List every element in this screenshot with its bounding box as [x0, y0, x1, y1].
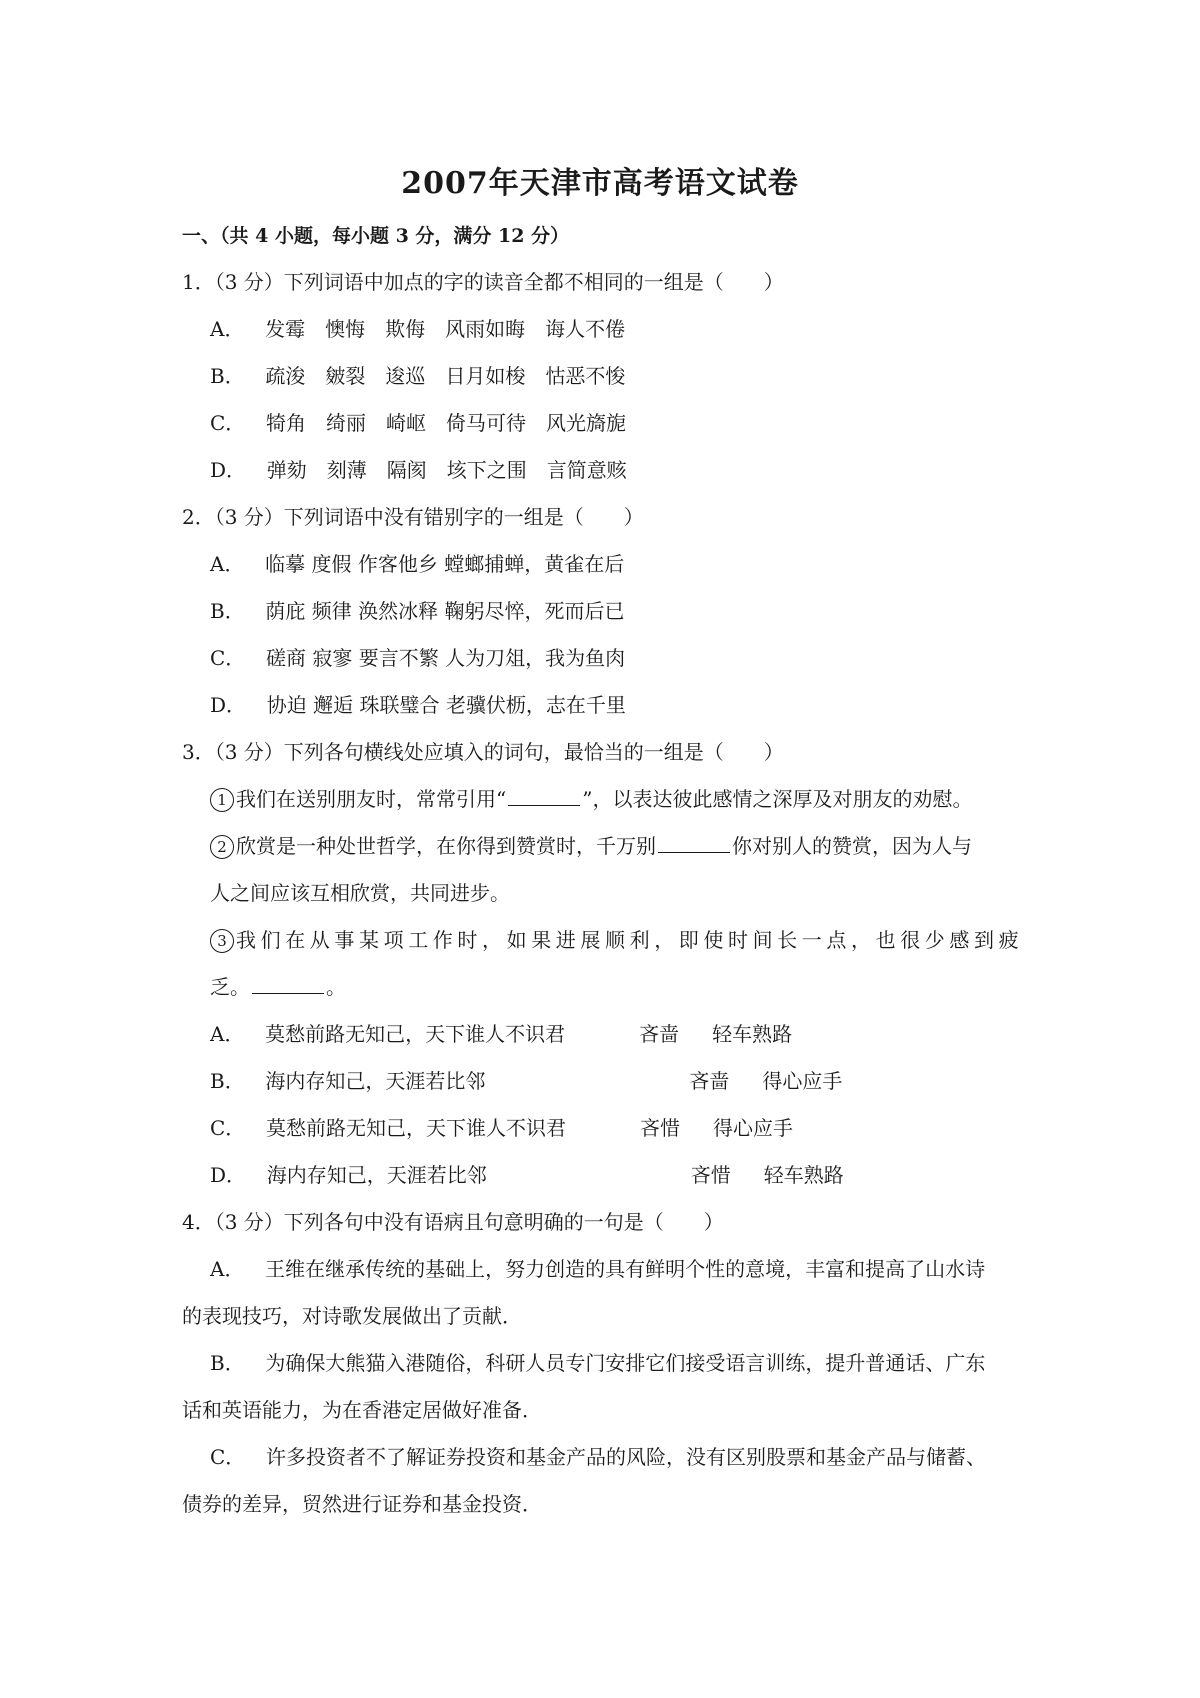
- sentence-text-after: 你对别人的赞赏，因为人与: [732, 834, 972, 858]
- question-2-option-b: [210, 597, 625, 625]
- option-text-line-1: 王维在继承传统的基础上，努力创造的具有鲜明个性的意境，丰富和提高了山水诗: [265, 1257, 986, 1281]
- section-heading: 一、（共 4 小题，每小题 3 分，满分 12 分）: [182, 225, 570, 247]
- question-3-sentence-2: [210, 832, 972, 860]
- question-4-option-c: [210, 1443, 986, 1471]
- option-col-2: 吝啬: [689, 1069, 730, 1093]
- option-text-line-1: 许多投资者不了解证券投资和基金产品的风险，没有区别股票和基金产品与储蓄、: [266, 1445, 987, 1469]
- option-col-1: 海内存知己，天涯若比邻: [266, 1163, 487, 1187]
- option-col-3: 得心应手: [713, 1116, 794, 1140]
- question-1-option-b: [210, 362, 625, 390]
- question-3-sentence-2-cont: 人之间应该互相欣赏，共同进步。: [210, 881, 510, 905]
- option-label: C．: [210, 411, 246, 435]
- option-label: C．: [210, 1445, 246, 1469]
- option-text: 发霉 懊悔 欺侮 风雨如晦 诲人不倦: [265, 317, 626, 341]
- question-2-option-a: [210, 550, 624, 578]
- option-col-2: 吝惜: [640, 1116, 681, 1140]
- question-3-option-d: [210, 1161, 844, 1189]
- option-text: 犄角 绮丽 崎岖 倚马可待 风光旖旎: [266, 411, 627, 435]
- question-1-option-a: [210, 315, 625, 343]
- question-4-option-a: [210, 1255, 985, 1283]
- option-label: C．: [210, 1116, 246, 1140]
- sentence-text-before: 欣赏是一种处世哲学，在你得到赞赏时，千万别: [236, 834, 656, 858]
- question-3-option-a: [210, 1020, 792, 1048]
- option-label: B．: [210, 1069, 245, 1093]
- option-label: B．: [210, 1351, 245, 1375]
- option-col-1: 莫愁前路无知己，天下谁人不识君: [266, 1116, 567, 1140]
- option-col-2: 吝惜: [690, 1163, 731, 1187]
- question-1-option-d: [210, 456, 627, 484]
- option-col-3: 轻车熟路: [763, 1163, 844, 1187]
- option-text: 荫庇 频律 涣然冰释 鞠躬尽悴，死而后已: [265, 599, 625, 623]
- question-3-sentence-1: [210, 785, 972, 813]
- sentence-text-before: 我们在从事某项工作时，如果进展顺利，即使时间长一点，也很少感到疲: [236, 928, 1024, 952]
- option-col-2: 吝啬: [639, 1022, 680, 1046]
- option-text: 磋商 寂寥 要言不繁 人为刀俎，我为鱼肉: [266, 646, 626, 670]
- option-col-3: 得心应手: [762, 1069, 843, 1093]
- page-title: 2007年天津市高考语文试卷: [401, 166, 799, 201]
- question-3-option-c: [210, 1114, 793, 1142]
- sentence-text-before: 我们在送别朋友时，常常引用“: [236, 787, 507, 811]
- option-text-line-1: 为确保大熊猫入港随俗，科研人员专门安排它们接受语言训练，提升普通话、广东: [265, 1351, 986, 1375]
- question-2-option-d: [210, 691, 626, 719]
- question-4-option-c-cont: 债券的差异，贸然进行证券和基金投资．: [182, 1492, 542, 1516]
- question-3-option-b: [210, 1067, 842, 1095]
- question-3-stem: 3．（3 分）下列各句横线处应填入的词句，最恰当的一组是（ ）: [182, 740, 784, 764]
- option-label: A．: [210, 317, 245, 341]
- question-2-option-c: [210, 644, 625, 672]
- option-label: D．: [210, 1163, 247, 1187]
- option-label: A．: [210, 1022, 245, 1046]
- option-label: B．: [210, 599, 245, 623]
- fill-blank: [508, 785, 580, 806]
- option-label: C．: [210, 646, 246, 670]
- option-label: B．: [210, 364, 245, 388]
- question-1-option-c: [210, 409, 626, 437]
- question-2-stem: 2．（3 分）下列词语中没有错别字的一组是（ ）: [182, 505, 644, 529]
- fill-blank: [252, 973, 324, 994]
- question-3-sentence-3-cont: [210, 973, 346, 1001]
- option-label: A．: [210, 552, 245, 576]
- question-4-option-a-cont: 的表现技巧，对诗歌发展做出了贡献．: [182, 1304, 522, 1328]
- question-4-stem: 4．（3 分）下列各句中没有语病且句意明确的一句是（ ）: [182, 1210, 724, 1234]
- option-label: A．: [210, 1257, 245, 1281]
- question-3-sentence-3: [210, 926, 1023, 954]
- circled-number-2: 2: [210, 835, 234, 859]
- sentence-text-cont: 乏。: [210, 975, 250, 999]
- option-col-1: 莫愁前路无知己，天下谁人不识君: [265, 1022, 566, 1046]
- circled-number-3: 3: [210, 929, 234, 953]
- option-col-1: 海内存知己，天涯若比邻: [265, 1069, 486, 1093]
- option-text: 疏浚 皴裂 逡巡 日月如梭 怙恶不悛: [265, 364, 626, 388]
- option-text: 弹劾 刻薄 隔阂 垓下之围 言简意赅: [266, 458, 627, 482]
- option-text: 协迫 邂逅 珠联璧合 老骥伏枥，志在千里: [266, 693, 626, 717]
- option-col-3: 轻车熟路: [712, 1022, 793, 1046]
- circled-number-1: 1: [210, 788, 234, 812]
- question-4-option-b-cont: 话和英语能力，为在香港定居做好准备．: [182, 1398, 542, 1422]
- option-label: D．: [210, 693, 247, 717]
- sentence-text-after: 。: [326, 975, 346, 999]
- sentence-text-after: ”，以表达彼此感情之深厚及对朋友的劝慰。: [582, 787, 973, 811]
- question-4-option-b: [210, 1349, 985, 1377]
- question-1-stem: 1．（3 分）下列词语中加点的字的读音全都不相同的一组是（ ）: [182, 270, 784, 294]
- option-label: D．: [210, 458, 247, 482]
- fill-blank: [658, 832, 730, 853]
- option-text: 临摹 度假 作客他乡 螳螂捕蝉，黄雀在后: [265, 552, 625, 576]
